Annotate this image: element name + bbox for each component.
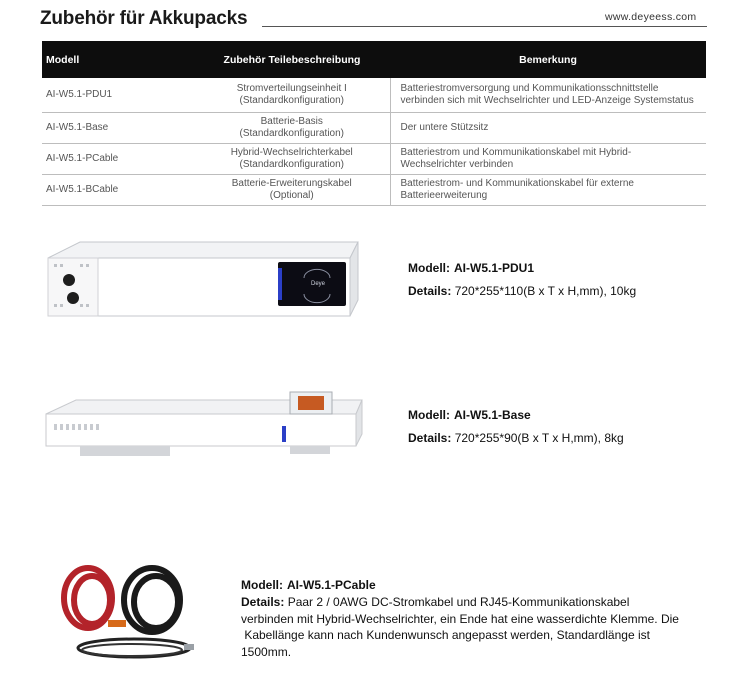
cell-remark: Batteriestrom und Kommunikationskabel mit Hybrid- Wechselrichter verbinden xyxy=(390,143,706,174)
title-rule xyxy=(262,26,707,27)
header-model: Modell xyxy=(42,41,194,78)
table-row xyxy=(42,174,706,205)
cable-details-label: Details: xyxy=(241,594,285,609)
accessory-table xyxy=(42,41,706,206)
cell-remark: Batteriestrom- und Kommunikationskabel für externe Batterieerweiterung xyxy=(390,174,706,205)
base-detail-block xyxy=(408,407,624,447)
base-details-value: 720*255*90(B x T x H,mm), 8kg xyxy=(454,430,624,445)
pdu-detail-block xyxy=(408,260,636,300)
cell-model: AI-W5.1-PCable xyxy=(42,143,194,174)
cell-model: AI-W5.1-BCable xyxy=(42,174,194,205)
pdu-unit-image xyxy=(40,238,366,320)
base-details-label: Details: xyxy=(408,430,452,445)
cell-model: AI-W5.1-PDU1 xyxy=(42,78,194,112)
header-remark: Bemerkung xyxy=(390,41,706,78)
pdu-details-value: 720*255*110(B x T x H,mm), 10kg xyxy=(454,283,637,298)
table-header-row xyxy=(42,41,706,78)
table-row xyxy=(42,78,706,112)
base-model-label: Modell: xyxy=(408,408,450,422)
website-url[interactable]: www.deyeess.com xyxy=(605,11,697,23)
cell-description: Batterie-Erweiterungskabel (Optional) xyxy=(194,174,390,205)
cable-detail-block xyxy=(241,577,701,661)
base-model-value: AI-W5.1-Base xyxy=(454,408,531,422)
cell-remark: Batteriestromversorgung und Kommunikationsschnittstelle verbinden sich mit Wechselrichter und LED-Anzeige Systemstatus xyxy=(390,78,706,112)
battery-base-image xyxy=(40,390,366,462)
cable-model-label: Modell: xyxy=(241,578,283,592)
cable-details-line2: verbinden mit Hybrid-Wechselrichter, ein Ende hat eine wasserdichte Klemme. Die xyxy=(241,611,679,626)
cell-description: Stromverteilungseinheit I (Standardkonfiguration) xyxy=(194,78,390,112)
cell-description: Batterie-Basis (Standardkonfiguration) xyxy=(194,112,390,143)
cable-details-line1: Paar 2 / 0AWG DC-Stromkabel und RJ45-Kommunikationskabel xyxy=(287,594,630,609)
pdu-details-label: Details: xyxy=(408,283,452,298)
cell-model: AI-W5.1-Base xyxy=(42,112,194,143)
pdu-model-label: Modell: xyxy=(408,261,450,275)
pdu-display-logo: Deye xyxy=(310,281,326,287)
cable-details-line4: 1500mm. xyxy=(241,645,292,660)
cell-remark: Der untere Stützsitz xyxy=(390,112,706,143)
cell-description: Hybrid-Wechselrichterkabel (Standardkonfiguration) xyxy=(194,143,390,174)
table-row xyxy=(42,112,706,143)
cable-set-image xyxy=(52,560,212,666)
table-row xyxy=(42,143,706,174)
pdu-model-value: AI-W5.1-PDU1 xyxy=(454,261,535,275)
cable-details-line3: Kabellänge kann nach Kundenwunsch angepasst werden, Standardlänge ist xyxy=(241,628,650,643)
page-title: Zubehör für Akkupacks xyxy=(40,8,248,29)
header-description: Zubehör Teilebeschreibung xyxy=(194,41,390,78)
cable-model-value: AI-W5.1-PCable xyxy=(287,578,376,592)
